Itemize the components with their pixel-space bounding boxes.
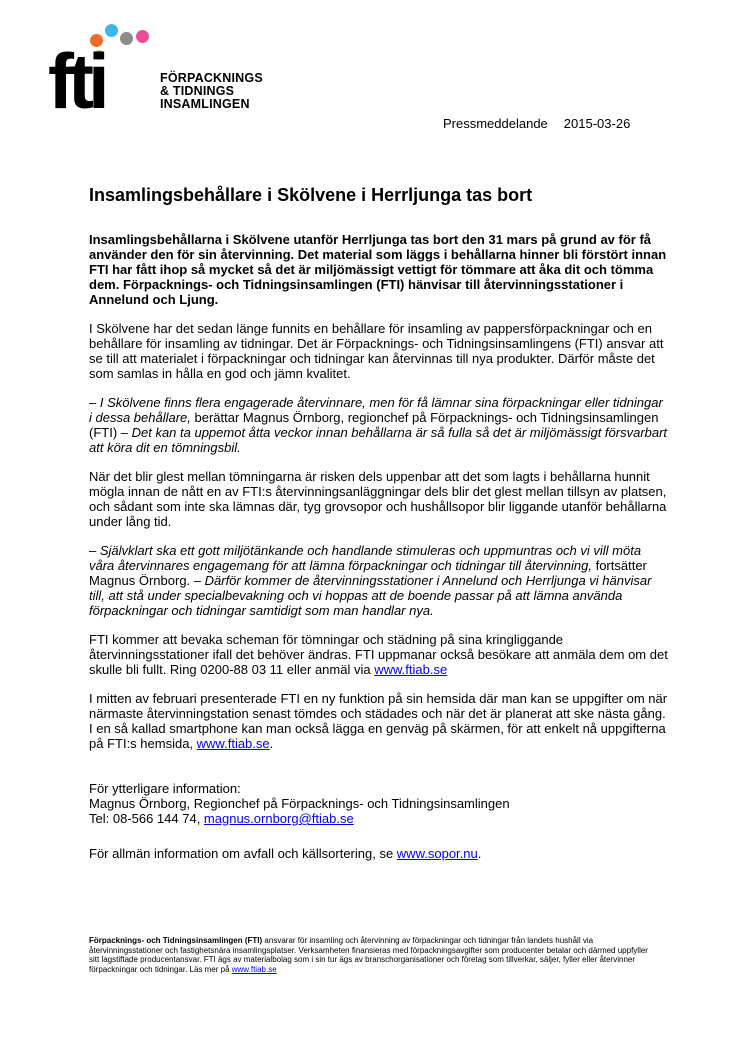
quote-4: Därför kommer de återvinningsstationer i Annelund och Herrljunga vi hänvisar till, att stå under specialbevakning och vi hoppas att de boende passar på att lämna använda förpackningar och tidningar samtidigt som man handlar nya. bbox=[89, 573, 652, 618]
logo-dot-gray bbox=[120, 32, 133, 45]
paragraph-1: I Skölvene har det sedan länge funnits en behållare för insamling av pappersförpackningar och en behållare för insamling av tidningar. Det är Förpacknings- och Tidningsinsamlingens (FTI) ansvar att se till att materialet i förpackningar och tidningar kan återvinnas till nya produkter. Därför måste det som samlas in hålla en god och jämn kvalitet. bbox=[89, 321, 664, 381]
paragraph-5-text: FTI kommer att bevaka scheman för tömningar och städning på sina kringliggande återvinningsstationer ifall det behöver ändras. FTI uppmanar också besökare att anmäla dem om det skulle bli fullt. Ring 0200-88 03 11 eller anmäl via bbox=[89, 632, 668, 677]
quote-3: – Självklart ska ett gott miljötänkande och handlande stimuleras och uppmuntras och vi vill möta våra återvinnares engagemang för att lämna förpackningar och tidningar till återvinning, bbox=[89, 543, 642, 573]
logo-line-2: & TIDNINGS bbox=[160, 84, 235, 98]
contact-heading: För ytterligare information: bbox=[89, 781, 241, 796]
paragraph-3: När det blir glest mellan tömningarna är risken dels uppenbar att det som lagts i behållarna hunnit mögla innan de nått en av FTI:s återvinningsanläggningar dels blir det glest mellan tillsyn av platsen, och sådant som inte ska lämnas där, tyg grovsopor och hushållsopor blir liggande utanför behållarna under lång tid. bbox=[89, 469, 667, 529]
doc-type: Pressmeddelande bbox=[443, 116, 548, 131]
ftiab-link-2[interactable]: www.ftiab.se bbox=[196, 736, 270, 751]
paragraph-6-text: I mitten av februari presenterade FTI en ny funktion på sin hemsida där man kan se uppgifter om när närmaste återvinningstation senast tömdes och städades och när det är planerat att ske nästa gång. I en så kallad smartphone kan man också lägga en genväg på skärmen, för att enkelt nå uppgifterna på FTI:s hemsida, bbox=[89, 691, 668, 751]
footer-org: Förpacknings- och Tidningsinsamlingen (FTI) bbox=[89, 936, 263, 945]
logo-line-1: FÖRPACKNINGS bbox=[160, 71, 263, 85]
quote-2: Det kan ta uppemot åtta veckor innan behållarna är så fulla så det är miljömässigt försvarbart att köra dit en tömningsbil. bbox=[89, 425, 668, 455]
logo-tagline bbox=[160, 72, 263, 111]
footer-note bbox=[89, 936, 649, 974]
general-info-text: För allmän information om avfall och källsortering, se bbox=[89, 846, 397, 861]
footer-text: ansvarar för insamling och återvinning av förpackningar och tidningar från landets hushåll via återvinningsstationer och fastighetsnära insamlingsplatser. Verksamheten finansieras med förpackningsavgifter som producenter betalar och därmed uppfyller sitt lagstiftade producentansvar. FTI ägs av materialbolag som i sin tur ägs av branschorganisationer och företag som tillverkar, säljer, fyller eller återvinner förpackningar och tidningar. Läs mer på bbox=[89, 936, 648, 974]
ftiab-link[interactable]: www.ftiab.se bbox=[374, 662, 448, 677]
paragraph-4 bbox=[89, 543, 669, 618]
contact-block bbox=[89, 781, 669, 826]
quote-attribution: berättar Magnus Örnborg, regionchef på Förpacknings- och Tidningsinsamlingen (FTI) – bbox=[89, 410, 659, 440]
article-body bbox=[89, 232, 669, 875]
logo-dot-pink bbox=[136, 30, 149, 43]
logo-line-3: INSAMLINGEN bbox=[160, 97, 250, 111]
quote-1: – I Skölvene finns flera engagerade återvinnare, men för få lämnar sina förpackningar eller tidningar i dessa behållare, bbox=[89, 395, 663, 425]
page-title: Insamlingsbehållare i Skölvene i Herrljunga tas bort bbox=[89, 185, 533, 205]
contact-person: Magnus Örnborg, Regionchef på Förpacknings- och Tidningsinsamlingen bbox=[89, 796, 510, 811]
doc-date: 2015-03-26 bbox=[563, 116, 631, 131]
logo-wordmark: fti bbox=[48, 37, 104, 125]
paragraph-2 bbox=[89, 395, 669, 455]
general-info bbox=[89, 846, 669, 861]
contact-tel-line bbox=[89, 811, 669, 826]
quote-attribution-2: fortsätter Magnus Örnborg. – bbox=[89, 558, 647, 588]
contact-tel: Tel: 08-566 144 74, bbox=[89, 811, 204, 826]
paragraph-5 bbox=[89, 632, 669, 677]
sopor-link[interactable]: www.sopor.nu bbox=[396, 846, 478, 861]
general-info-end: . bbox=[477, 846, 482, 861]
paragraph-6 bbox=[89, 691, 669, 751]
footer-ftiab-link[interactable]: www.ftiab.se bbox=[231, 964, 277, 974]
lead-paragraph: Insamlingsbehållarna i Skölvene utanför Herrljunga tas bort den 31 mars på grund av för få använder den för sin återvinning. Det material som läggs i behållarna hinner bli förstört innan FTI har fått ihop så mycket så det är miljömässigt vettigt för tömmare att åka dit och tömma dem. Förpacknings- och Tidningsinsamlingen (FTI) hänvisar till återvinningsstationer i Annelund och Ljung. bbox=[89, 232, 667, 307]
contact-email-link[interactable]: magnus.ornborg@ftiab.se bbox=[203, 811, 354, 826]
header-meta bbox=[443, 116, 630, 131]
paragraph-6-end: . bbox=[269, 736, 274, 751]
logo-dot-blue bbox=[105, 24, 118, 37]
fti-logo bbox=[48, 24, 288, 124]
